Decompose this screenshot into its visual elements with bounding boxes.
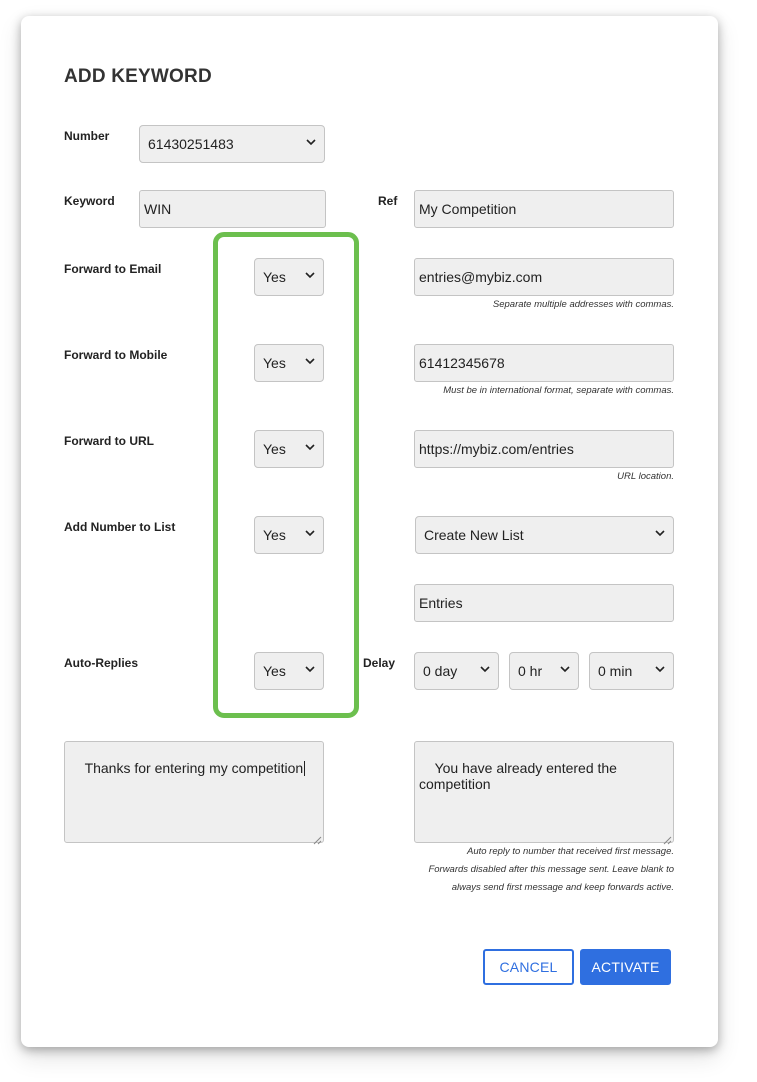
forward-url-input-value: https://mybiz.com/entries [419,441,574,457]
delay-hr-select[interactable] [509,652,579,690]
auto-reply-hint-2: Forwards disabled after this message sent. Leave blank to [428,864,674,875]
delay-day-select[interactable] [414,652,499,690]
forward-mobile-label: Forward to Mobile [64,348,168,362]
add-to-list-toggle-value: Yes [263,527,286,543]
auto-reply-hint-3: always send first message and keep forwards active. [451,882,674,893]
auto-replies-toggle[interactable] [254,652,324,690]
chevron-down-icon [306,137,316,147]
chevron-down-icon [305,664,315,674]
delay-min-select[interactable] [589,652,674,690]
forward-url-toggle-value: Yes [263,441,286,457]
chevron-down-icon [480,664,490,674]
ref-input[interactable] [414,190,674,228]
chevron-down-icon [305,356,315,366]
number-select-value: 61430251483 [148,136,234,152]
chevron-down-icon [655,528,665,538]
new-list-name-input[interactable] [414,584,674,622]
new-list-name-value: Entries [419,595,463,611]
delay-min-value: 0 min [598,663,633,679]
forward-mobile-input[interactable] [414,344,674,382]
list-select-value: Create New List [424,527,524,543]
add-to-list-toggle[interactable] [254,516,324,554]
keyword-label: Keyword [64,194,115,208]
forward-url-toggle[interactable] [254,430,324,468]
forward-mobile-toggle-value: Yes [263,355,286,371]
ref-label: Ref [378,194,398,208]
chevron-down-icon [305,528,315,538]
forward-email-toggle[interactable] [254,258,324,296]
forward-mobile-hint: Must be in international format, separate with commas. [443,385,674,396]
number-select[interactable] [139,125,325,163]
keyword-input[interactable] [139,190,326,228]
forward-url-input[interactable] [414,430,674,468]
auto-replies-toggle-value: Yes [263,663,286,679]
repeat-reply-text: You have already entered the competition [419,760,621,792]
delay-day-value: 0 day [423,663,458,679]
forward-email-hint: Separate multiple addresses with commas. [492,299,674,310]
text-cursor [304,761,305,776]
chevron-down-icon [560,664,570,674]
forward-mobile-toggle[interactable] [254,344,324,382]
resize-handle-icon[interactable] [663,832,672,841]
cancel-button[interactable]: CANCEL [483,949,574,985]
chevron-down-icon [305,270,315,280]
forward-url-label: Forward to URL [64,434,154,448]
first-reply-text: Thanks for entering my competition [84,760,304,776]
auto-replies-label: Auto-Replies [64,656,139,670]
ref-input-value: My Competition [419,201,517,217]
first-reply-textarea[interactable] [64,741,324,843]
keyword-input-value: WIN [144,201,172,217]
resize-handle-icon[interactable] [313,832,322,841]
toggle-highlight-box [213,232,359,718]
chevron-down-icon [655,664,665,674]
delay-label: Delay [363,656,396,670]
forward-mobile-input-value: 61412345678 [419,355,505,371]
dialog-title: ADD KEYWORD [64,66,212,87]
list-select[interactable] [415,516,674,554]
forward-email-input[interactable] [414,258,674,296]
repeat-reply-textarea[interactable] [414,741,674,843]
add-to-list-label: Add Number to List [64,520,176,534]
add-keyword-dialog [21,16,718,1047]
number-label: Number [64,129,110,143]
auto-reply-hint-1: Auto reply to number that received first message. [467,846,674,857]
forward-email-toggle-value: Yes [263,269,286,285]
forward-url-hint: URL location. [617,471,674,482]
chevron-down-icon [305,442,315,452]
activate-button[interactable]: ACTIVATE [580,949,671,985]
delay-hr-value: 0 hr [518,663,543,679]
forward-email-label: Forward to Email [64,262,162,276]
forward-email-input-value: entries@mybiz.com [419,269,543,285]
